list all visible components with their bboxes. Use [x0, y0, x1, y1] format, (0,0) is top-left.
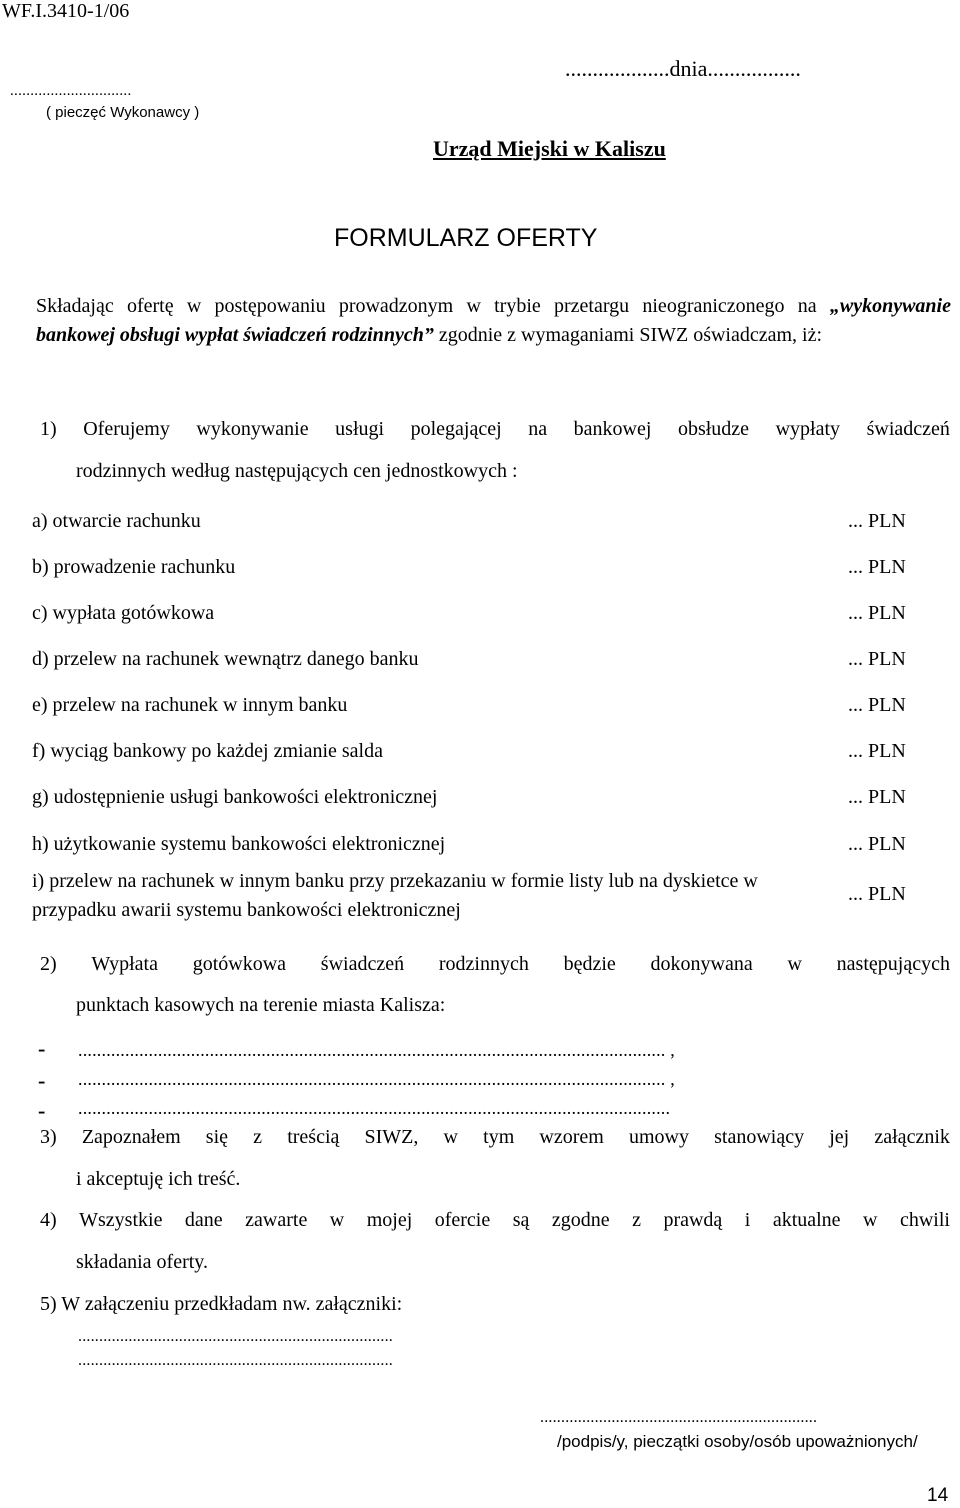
attachment-line-2: ...........................................................................: [78, 1352, 393, 1369]
price-value-h: ... PLN: [848, 833, 906, 855]
word: zawarte: [245, 1209, 308, 1231]
word: następujących: [836, 953, 950, 975]
document-code: WF.I.3410-1/06: [2, 0, 130, 22]
word: aktualne: [772, 1209, 841, 1231]
intro-text-2: zgodnie z wymaganiami SIWZ oświadczam, iż:: [433, 324, 823, 346]
price-value-c: ... PLN: [848, 602, 906, 624]
word: wykonywanie: [196, 418, 309, 440]
stamp-caption: ( pieczęć Wykonawcy ): [46, 104, 200, 121]
point-4-line-2: składania oferty.: [76, 1251, 208, 1273]
point-1-line-2: rodzinnych według następujących cen jednostkowych :: [76, 460, 518, 482]
page-number: 14: [927, 1485, 949, 1506]
word: załącznik: [874, 1126, 950, 1148]
word: bankowej: [573, 418, 652, 440]
word: tym: [483, 1126, 515, 1148]
word: Wszystkie: [79, 1209, 163, 1231]
cash-point-dash-1: -: [38, 1036, 46, 1061]
word: stanowiący: [714, 1126, 805, 1148]
word: dokonywana: [650, 953, 753, 975]
point-3-line-1: [40, 1126, 950, 1149]
word: wypłaty: [775, 418, 841, 440]
word: będzie: [563, 953, 616, 975]
word: zgodne: [551, 1209, 610, 1231]
cash-point-dash-2: -: [38, 1068, 46, 1093]
attachment-line-1: ...........................................................................: [78, 1328, 393, 1345]
word: świadczeń: [320, 953, 405, 975]
price-label-f: f) wyciąg bankowy po każdej zmianie salda: [32, 740, 383, 762]
price-label-a: a) otwarcie rachunku: [32, 510, 201, 532]
word: jej: [829, 1126, 850, 1148]
price-value-d: ... PLN: [848, 648, 906, 670]
word: 4): [40, 1209, 57, 1231]
word: Oferujemy: [83, 418, 170, 440]
cash-point-line-1: ............................................................................................................................. ,: [78, 1040, 675, 1060]
word: w: [443, 1126, 458, 1148]
price-value-f: ... PLN: [848, 740, 906, 762]
word: chwili: [899, 1209, 950, 1231]
word: 2): [40, 953, 57, 975]
cash-point-line-2: ............................................................................................................................. ,: [78, 1069, 675, 1089]
word: polegającej: [410, 418, 502, 440]
word: się: [205, 1126, 229, 1148]
word: w: [863, 1209, 878, 1231]
word: SIWZ,: [364, 1126, 419, 1148]
word: w: [329, 1209, 345, 1231]
price-value-e: ... PLN: [848, 694, 906, 716]
word: Wypłata: [91, 953, 158, 975]
word: i: [744, 1209, 751, 1231]
price-value-i: ... PLN: [848, 883, 906, 905]
word: umowy: [628, 1126, 689, 1148]
date-field: ...................dnia.................: [565, 56, 801, 81]
point-5: 5) W załączeniu przedkładam nw. załączniki:: [40, 1293, 403, 1315]
price-value-b: ... PLN: [848, 556, 906, 578]
word: 3): [40, 1126, 57, 1148]
word: usługi: [335, 418, 385, 440]
word: treścią: [287, 1126, 340, 1148]
word: rodzinnych: [438, 953, 529, 975]
price-label-b: b) prowadzenie rachunku: [32, 556, 236, 578]
word: Zapoznałem: [81, 1126, 181, 1148]
intro-subject: „wykonywanie bankowej obsługi wypłat świadczeń rodzinnych”: [36, 295, 951, 346]
word: na: [528, 418, 548, 440]
cash-point-dash-3: -: [38, 1098, 46, 1123]
signature-caption: /podpis/y, pieczątki osoby/osób upoważnionych/: [557, 1432, 918, 1451]
price-value-g: ... PLN: [848, 786, 906, 808]
word: świadczeń: [866, 418, 950, 440]
word: dane: [184, 1209, 223, 1231]
stamp-placeholder: ..............................: [10, 83, 132, 99]
price-label-e: e) przelew na rachunek w innym banku: [32, 694, 348, 716]
word: w: [787, 953, 802, 975]
word: 1): [40, 418, 57, 440]
intro-text-1: Składając ofertę w postępowaniu prowadzonym w trybie przetargu nieograniczonego na: [36, 295, 830, 317]
price-label-h: h) użytkowanie systemu bankowości elektronicznej: [32, 833, 446, 855]
word: z: [253, 1126, 263, 1148]
price-label-c: c) wypłata gotówkowa: [32, 602, 215, 624]
word: prawdą: [663, 1209, 723, 1231]
price-label-i: i) przelew na rachunek w innym banku przy przekazaniu w formie listy lub na dyskietce w przypadku awarii systemu bankowości elektronicznej: [32, 870, 758, 921]
word: są: [512, 1209, 530, 1231]
point-3-line-2: i akceptuję ich treść.: [76, 1168, 241, 1190]
office-name: Urząd Miejski w Kaliszu: [433, 136, 666, 161]
cash-point-line-3: ..............................................................................................................................: [78, 1098, 671, 1118]
word: z: [632, 1209, 641, 1231]
word: ofercie: [434, 1209, 491, 1231]
price-value-a: ... PLN: [848, 510, 906, 532]
word: obsłudze: [677, 418, 750, 440]
form-title: FORMULARZ OFERTY: [334, 224, 598, 252]
signature-placeholder: ..................................................................: [540, 1409, 818, 1426]
point-2-line-1: [40, 953, 950, 976]
point-2-line-2: punktach kasowych na terenie miasta Kalisza:: [76, 994, 446, 1016]
word: wzorem: [539, 1126, 604, 1148]
word: mojej: [366, 1209, 413, 1231]
point-4-line-1: [40, 1209, 950, 1232]
price-label-d: d) przelew na rachunek wewnątrz danego banku: [32, 648, 419, 670]
intro-paragraph: [36, 292, 951, 350]
word: gotówkowa: [192, 953, 287, 975]
point-1-line-1: [40, 418, 950, 441]
price-label-g: g) udostępnienie usługi bankowości elektronicznej: [32, 786, 438, 808]
